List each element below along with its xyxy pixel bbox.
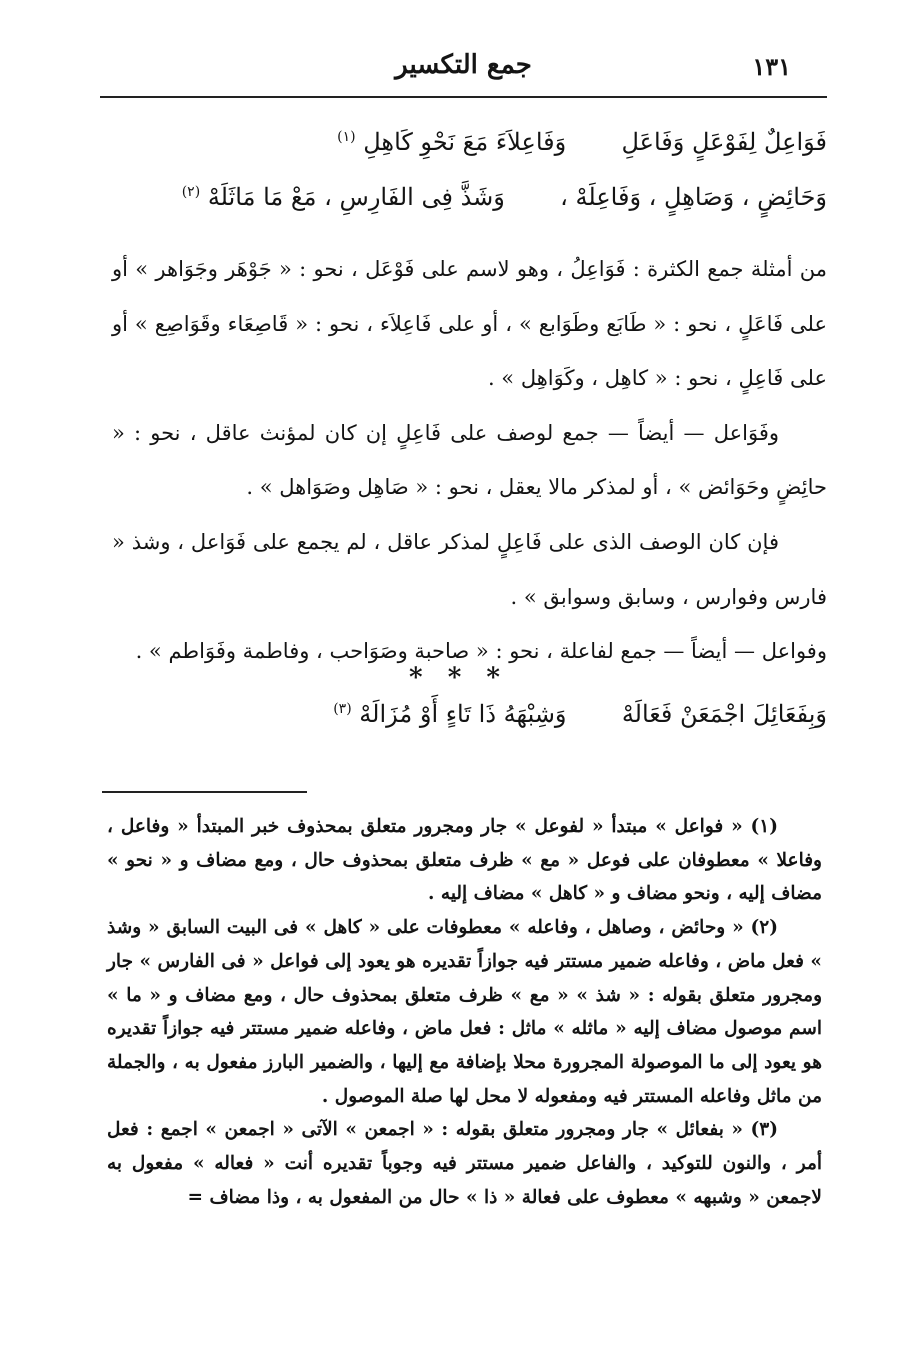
verse-line-1: [117, 128, 827, 156]
footnote: (١) « فواعل » مبتدأ « لفوعل » جار ومجرور متعلق بمحذوف خبر المبتدأ « وفاعل ، وفاعلا » معطوفان على فوعل « مع » ظرف متعلق بمحذوف حال ، ومع مضاف و « نحو » مضاف إليه ، ونحو مضاف و « كاهل » مضاف إليه .: [107, 816, 822, 905]
footnote: (٢) « وحائض ، وصاهل ، وفاعله » معطوفات على « كاهل » فى البيت السابق « وشذ » فعل ماض ، وفاعله ضمير مستتر فيه جوازاً تقديره هو يعود إلى فواعل « فى الفارس » جار ومجرور متعلق بقوله : « شذ » « مع » ظرف متعلق بمحذوف حال ، ومع مضاف و « ما » اسم موصول مضاف إليه « ماثله » ماثل : فعل ماض ، وفاعله ضمير مستتر فيه جوازاً تقديره هو يعود إلى ما الموصولة المجرورة محلا بإضافة مع إليها ، والضمير البارز مفعول به ، والجملة من ماثل وفاعله المستتر فيه ومفعوله لا محل لها صلة الموصول .: [107, 917, 822, 1107]
page-number: ١٣١: [752, 52, 791, 81]
commentary-paragraph: وفواعل — أيضاً — جمع لفاعلة ، نحو : « صاحبة وصَوَاحب ، وفاطمة وفَوَاطم » .: [135, 639, 827, 664]
verse-3-first-hemistich: وَبِفَعَائِلَ اجْمَعَنْ فَعَالَهْ: [621, 700, 827, 728]
footnote-marker-1: (١): [337, 129, 356, 145]
verse-1-second-hemistich: وَفَاعِلاَءَ مَعَ نَحْوِ كَاهِلِ: [363, 128, 567, 156]
verse-1-first-hemistich: فَوَاعِلٌ لِفَوْعَلٍ وَفَاعَلِ: [621, 128, 827, 156]
footnote-marker-3: (٣): [333, 701, 352, 717]
section-separator: * * *: [409, 663, 508, 693]
running-header: [100, 50, 827, 92]
commentary-paragraph: وفَوَاعل — أيضاً — جمع لوصف على فَاعِلٍ إن كان لمؤنث عاقل ، نحو : « حائِضٍ وحَوَائض » ، أو لمذكر مالا يعقل ، نحو : « صَاهِل وصَوَاهل » .: [112, 420, 827, 500]
verse-2-second-hemistich: وَشَذَّ فِى الفَارِسِ ، مَعْ مَا مَاثَلَهْ: [207, 183, 505, 211]
commentary-paragraph: من أمثلة جمع الكثرة : فَوَاعِلُ ، وهو لاسم على فَوْعَل ، نحو : « جَوْهَر وجَوَاهر » أو على فَاعَلٍ ، نحو : « طَابَع وطَوَابع » ، أو على فَاعِلاَء ، نحو : « قَاصِعَاء وقَوَاصِع » أو على فَاعِلٍ ، نحو : « كاهِل ، وكَوَاهِل » .: [112, 257, 827, 391]
footnotes: [107, 810, 822, 1214]
verse-2-first-hemistich: وَحَائِضٍ ، وَصَاهِلٍ ، وَفَاعِلَهْ ،: [560, 183, 827, 211]
commentary-paragraph: فإن كان الوصف الذى على فَاعِلٍ لمذكر عاقل ، لم يجمع على فَوَاعل ، وشذ « فارس وفوارس ، وسابق وسوابق » .: [112, 529, 827, 609]
header-rule: [100, 96, 827, 98]
footnote-marker-2: (٢): [181, 184, 201, 200]
running-title: جمع التكسير: [395, 50, 532, 80]
footnote-rule: [102, 791, 307, 793]
verse-line-2: [117, 183, 827, 211]
commentary-text: [112, 242, 827, 679]
footnote: (٣) « بفعائل » جار ومجرور متعلق بقوله : « اجمعن » الآتى « اجمعن » اجمع : فعل أمر ، والنون للتوكيد ، والفاعل ضمير مستتر فيه وجوباً تقديره أنت « فعاله » مفعول به لاجمعن « وشبهه » معطوف على فعالة « ذا » حال من المفعول به ، وذا مضاف =: [107, 1119, 822, 1208]
verse-line-3: [117, 700, 827, 728]
verse-3-second-hemistich: وَشِبْهَهُ ذَا تَاءٍ أَوْ مُزَالَهْ: [359, 700, 567, 728]
